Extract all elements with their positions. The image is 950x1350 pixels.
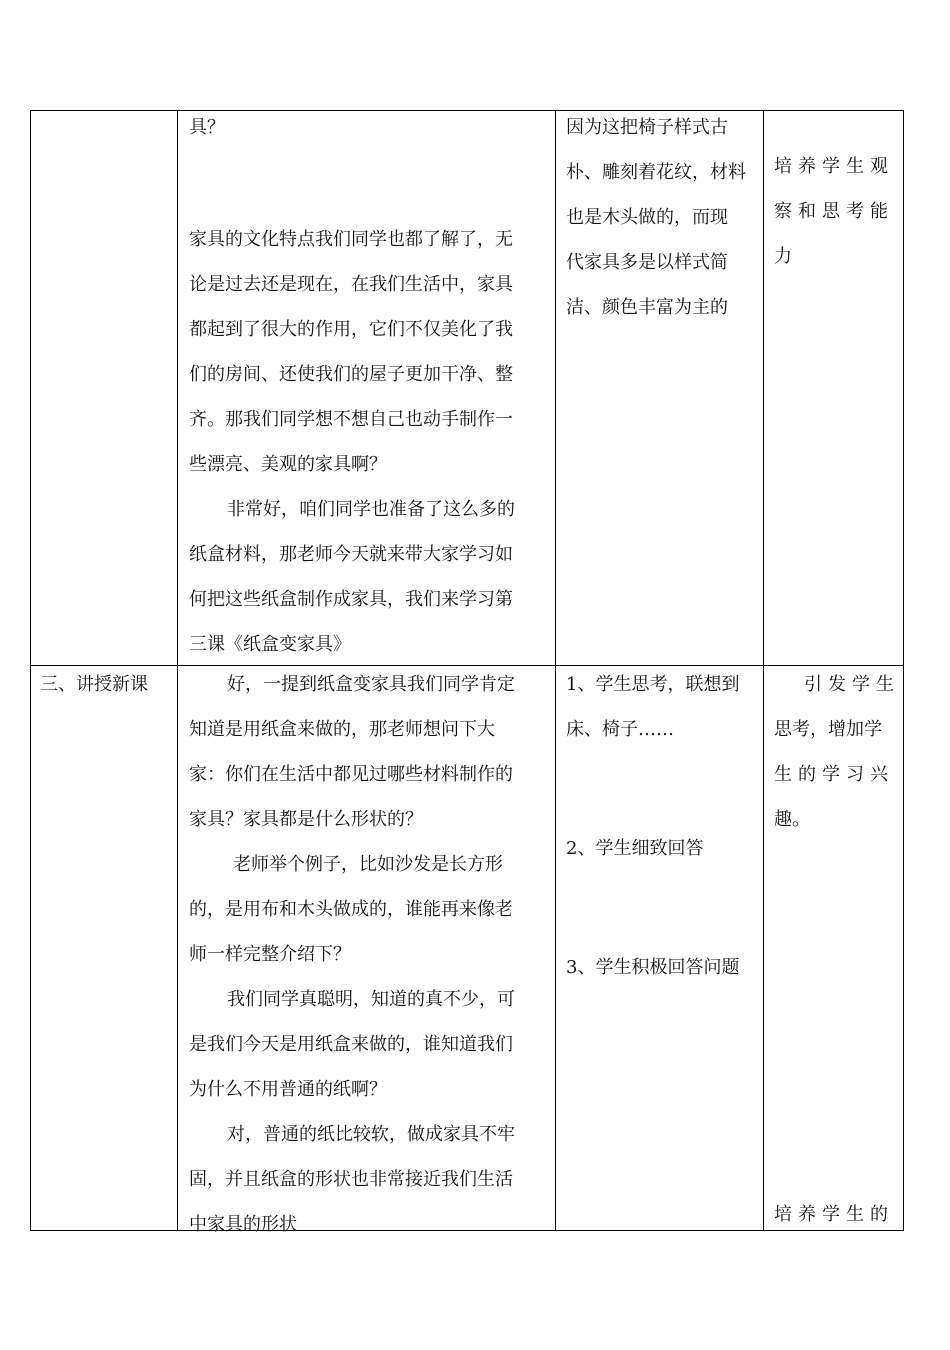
text-line: 为什么不用普通的纸啊？	[189, 1079, 387, 1100]
text-line: 们的房间、还使我们的屋子更加干净、整	[189, 364, 513, 385]
text-line: 也是木头做的，而现	[566, 207, 728, 228]
text-line: 家具的文化特点我们同学也都了解了，无	[189, 229, 513, 250]
table-border-left	[30, 110, 31, 1231]
text-line: 2、学生细致回答	[566, 838, 704, 859]
text-line: 朴、雕刻着花纹，材料	[566, 162, 746, 183]
text-line: 我们同学真聪明，知道的真不少，可	[227, 989, 515, 1010]
text-line: 都起到了很大的作用，它们不仅美化了我	[189, 319, 513, 340]
row1-teacher-cell	[189, 105, 551, 667]
text-line: 论是过去还是现在，在我们生活中，家具	[189, 274, 513, 295]
text-line: 何把这些纸盒制作成家具，我们来学习第	[189, 589, 513, 610]
column-divider-1	[177, 110, 178, 1231]
text-line: 家具？家具都是什么形状的？	[189, 809, 423, 830]
text-line: 对，普通的纸比较软，做成家具不牢	[227, 1124, 515, 1145]
text-line: 培养学生的	[774, 1204, 894, 1225]
row2-teacher-cell	[189, 662, 551, 1247]
text-line	[189, 150, 551, 195]
text-line: 培养学生观	[774, 156, 894, 177]
text-line: 些漂亮、美观的家具啊？	[189, 454, 387, 475]
text-line: 具？	[189, 117, 225, 138]
text-line: 纸盒材料，那老师今天就来带大家学习如	[189, 544, 513, 565]
row2-purpose-cell	[774, 662, 900, 842]
text-line: 师一样完整介绍下？	[189, 944, 351, 965]
text-line: 3、学生积极回答问题	[566, 957, 740, 978]
text-line: 知道是用纸盒来做的，那老师想问下大	[189, 719, 495, 740]
text-line: 固，并且纸盒的形状也非常接近我们生活	[189, 1169, 513, 1190]
text-line: 察和思考能	[774, 201, 894, 222]
text-line: 老师举个例子，比如沙发是长方形	[233, 854, 503, 875]
text-line: 家：你们在生活中都见过哪些材料制作的	[189, 764, 513, 785]
row2-student-cell	[566, 662, 760, 990]
text-line: 1、学生思考，联想到	[566, 674, 740, 695]
column-divider-2	[555, 110, 556, 1231]
text-line: 三课《纸盒变家具》	[189, 634, 351, 655]
text-line: 生的学习兴	[774, 764, 894, 785]
row1-purpose-cell	[774, 144, 900, 279]
text-line: 非常好，咱们同学也准备了这么多的	[227, 499, 515, 520]
column-divider-3	[763, 110, 764, 1231]
row2-purpose-cell-bottom	[774, 1192, 900, 1237]
text-line: 是我们今天是用纸盒来做的，谁知道我们	[189, 1034, 513, 1055]
text-line: 洁、颜色丰富为主的	[566, 297, 728, 318]
text-line	[189, 195, 551, 217]
text-line: 力	[774, 246, 792, 267]
text-line: 床、椅子……	[566, 719, 674, 740]
text-line: 代家具多是以样式简	[566, 252, 728, 273]
text-line: 好，一提到纸盒变家具我们同学肯定	[227, 674, 515, 695]
table-border-right	[903, 110, 904, 1231]
text-line: 趣。	[774, 809, 810, 830]
text-line: 的，是用布和木头做成的，谁能再来像老	[189, 899, 513, 920]
text-line: 思考，增加学	[774, 719, 882, 740]
text-line: 引发学生	[804, 674, 900, 695]
section-title: 三、讲授新课	[40, 674, 148, 695]
row1-student-cell	[566, 105, 760, 330]
text-line: 因为这把椅子样式古	[566, 117, 728, 138]
row2-section-cell	[40, 662, 174, 707]
text-line: 中家具的形状	[189, 1214, 297, 1235]
text-line: 齐。那我们同学想不想自己也动手制作一	[189, 409, 513, 430]
